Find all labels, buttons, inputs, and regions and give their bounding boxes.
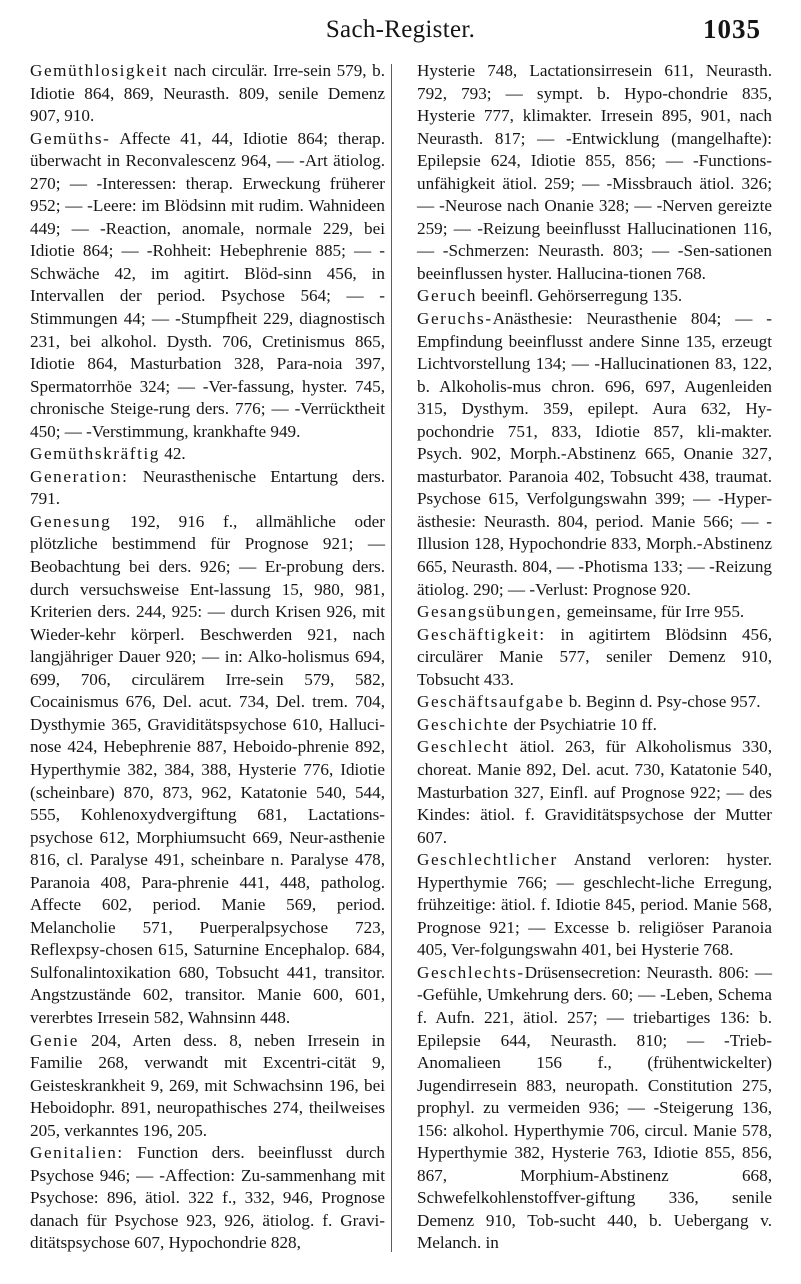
entry-text: Drüsensecretion: Neurasth. 806: — -Gefühle, Umkehrung ders. 60; — -Leben, Schema f. Aufn. 221, ätiol. 257; — triebartiges 136: b. Epilepsie 644, Neurasth. 810; — -Trieb-Anomalieen 156 f., (frühentwickelter) Jugendirresein 883, neuropath. Constitution 275, prophyl. zu vermeiden 936; — -Steigerung 136, 156: alkohol. Hyperthymie 706, circul. Manie 578, Hyperthymie 382, Hysterie 763, Idiotie 855, 856, 867, Morphium-Abstinenz 668, Schwefelkohlenstoffver-giftung 336, senile Demenz 910, Tob-sucht 440, b. Uebergang v. Melanch. in	[417, 962, 772, 1253]
left-column	[30, 60, 385, 1255]
index-entry	[417, 308, 772, 601]
entry-text: Neurasthenische Entartung ders. 791.	[30, 466, 385, 509]
entry-term: Genesung	[30, 511, 112, 531]
index-entry	[417, 691, 772, 714]
entry-term: Geschichte	[417, 714, 510, 734]
index-entry	[417, 601, 772, 624]
entry-term: Geruch	[417, 286, 478, 306]
entry-text: 192, 916 f., allmähliche oder plötzliche bestimmend für Prognose 921; — Beobachtung bei ders. 926; — Er-probung ders. durch versuchsweise Ent-lassung 15, 980, 981, Kriterien ders. 244, 925: — durch Krisen 926, mit Wieder-kehr körperl. Beschwerden 921, nach langjähriger Dauer 920; — in: Alko-holismus 694, 699, 706, circulärem Irre-sein 579, 582, Cocainismus 676, Del. acut. 734, Del. trem. 704, Dysthymie 365, Graviditätspsychose 610, Halluci-nose 424, Hebephrenie 887, Heboido-phrenie 892, Hyperthymie 382, 384, 388, Hysterie 776, Idiotie (scheinbare) 870, 873, 962, Katatonie 540, 544, 555, Kohlenoxydvergiftung 681, Lactations-psychose 612, Morphiumsucht 669, Neur-asthenie 816, cl. Paralyse 491, scheinbare n. Paralyse 478, Paranoia 408, Para-phrenie 441, 448, patholog. Affecte 602, period. Manie 569, period. Melancholie 571, Puerperalpsychose 723, Reflexpsy-chosen 615, Saturnine Encephalop. 684, Sulfonalintoxikation 680, Tobsucht 441, transitor. Angstzustände 602, transitor. Manie 600, 601, vererbtes Irresein 582, Wahnsinn 448.	[30, 511, 385, 1027]
entry-text: beeinfl. Gehörserregung 135.	[477, 286, 683, 306]
index-entry	[417, 736, 772, 849]
page-header-title: Sach-Register.	[325, 16, 476, 43]
index-entry	[417, 624, 772, 692]
entry-term: Gesangsübungen,	[417, 602, 563, 622]
entry-term: Gemüths-	[30, 128, 111, 148]
entry-text: gemeinsame, für Irre 955.	[562, 602, 745, 622]
entry-term: Genie	[30, 1030, 79, 1050]
index-entry	[30, 511, 385, 1030]
index-entry	[417, 714, 772, 737]
entry-term: Gemüthskräftig	[30, 444, 160, 464]
entry-term: Geschäftsaufgabe	[417, 692, 565, 712]
index-entry	[30, 1030, 385, 1143]
index-entry	[30, 443, 385, 466]
entry-text: ätiol. 263, für Alkoholismus 330, choreat. Manie 892, Del. acut. 730, Katatonie 540, Masturbation 327, Einfl. auf Prognose 922; — des Kindes: ätiol. f. Graviditätspsychose der Mutter 607.	[417, 737, 772, 847]
entry-term: Generation:	[30, 466, 129, 486]
entry-term: Gemüthlosigkeit	[30, 61, 169, 80]
index-entry	[30, 1142, 385, 1255]
entry-term: Geschlechtlicher	[417, 850, 558, 870]
index-entry	[30, 466, 385, 511]
entry-text: nach circulär. Irre-sein 579, b. Idiotie 864, 869, Neurasth. 809, senile Demenz 907, 910.	[30, 61, 385, 126]
entry-text: Function ders. beeinflusst durch Psychose 946; — -Affection: Zu-sammenhang mit Psychose: 896, ätiol. 322 f., 332, 946, Prognose danach für Psychose 923, 926, ätiolog. f. Gravi-ditätspsychose 607, Hypochondrie 828,	[30, 1143, 385, 1253]
entry-text: 42.	[159, 444, 186, 464]
index-entry	[417, 60, 772, 285]
entry-text: b. Beginn d. Psy-chose 957.	[564, 692, 761, 712]
index-entry	[417, 285, 772, 308]
index-entry	[30, 60, 385, 128]
entry-text: Anästhesie: Neurasthenie 804; — -Empfindung beeinflusst andere Sinne 135, erzeugt Lichtvorstellung 134; — -Hallucinationen 83, 122, b. Alkoholis-mus chron. 696, 697, Augenleiden 315, Dysthym. 359, epilept. Aura 632, Hy-pochondrie 751, 833, Idiotie 857, kli-makter. Psych. 902, Morph.-Abstinenz 665, Onanie 327, masturbator. Paranoia 402, Tobsucht 438, traumat. Psychose 615, Verfolgungswahn 399; — -Hyper-ästhesie: Neurasth. 804, period. Manie 566; — -Illusion 128, Hypochondrie 833, Morph.-Abstinenz 665, Neurasth. 804, — -Photisma 133; — -Reizung ätiolog. 290; — -Verlust: Prognose 920.	[417, 309, 772, 599]
column-divider	[391, 64, 392, 1252]
entry-term: Geruchs-	[417, 309, 493, 329]
index-entry	[417, 962, 772, 1255]
entry-term: Geschlechts-	[417, 962, 525, 982]
entry-text: in agitirtem Blödsinn 456, circulärer Manie 577, seniler Demenz 910, Tobsucht 433.	[417, 624, 772, 689]
page-number: 1035	[703, 14, 761, 44]
entry-term: Genitalien:	[30, 1143, 124, 1163]
entry-text: Anstand verloren: hyster. Hyperthymie 766; — geschlecht-liche Erregung, frühzeitige: ätiol. f. Idiotie 845, period. Manie 568, Prognose 921; — Excesse b. religiöser Paranoia 405, Ver-folgungswahn 401, bei Hysterie 768.	[417, 850, 772, 960]
entry-text: 204, Arten dess. 8, neben Irresein in Familie 268, verwandt mit Excentri-cität 9, Geisteskrankheit 9, 269, mit Schwachsinn 196, bei Heboidophr. 891, neuropathisches 274, theilweises 205, verkanntes 196, 205.	[30, 1030, 385, 1140]
index-entry	[30, 128, 385, 444]
right-column	[417, 60, 772, 1255]
index-entry	[417, 849, 772, 962]
running-head	[40, 8, 761, 48]
entry-text: der Psychiatrie 10 ff.	[509, 714, 657, 734]
entry-term: Geschlecht	[417, 737, 510, 757]
entry-term: Geschäftigkeit:	[417, 624, 546, 644]
entry-text: Affecte 41, 44, Idiotie 864; therap. überwacht in Reconvalescenz 964, — -Art ätiolog. 270; — -Interessen: therap. Erweckung früherer 952; — -Leere: im Blödsinn mit rudim. Wahnideen 449; — -Reaction, anomale, normale 229, bei Idiotie 864; — -Rohheit: Hebephrenie 885; — -Schwäche 42, im agitirt. Blöd-sinn 456, in Intervallen der period. Psychose 564; — -Stimmungen 44; — -Stumpfheit 229, diagnostisch 231, bei alkohol. Dysth. 706, Cretinismus 865, Idiotie 864, Masturbation 328, Para-noia 397, Spermatorrhöe 324; — -Ver-fassung, hyster. 745, chronische Steige-rung ders. 776; — -Verrücktheit 450; — -Verstimmung, krankhafte 949.	[30, 128, 385, 441]
entry-text: Hysterie 748, Lactationsirresein 611, Neurasth. 792, 793; — sympt. b. Hypo-chondrie 835, Hysterie 777, klimakter. Irresein 895, 901, nach Neurasth. 817; — -Entwicklung (mangelhafte): Epilepsie 624, Idiotie 855, 856; — -Functions-unfähigkeit ätiol. 259; — -Missbrauch ätiol. 326; — -Neurose nach Onanie 328; — -Nerven gereizte 259; — -Reizung beeinflusst Hallucinationen 116, — -Schmerzen: Neurasth. 803; — -Sen-sationen beeinflussen hyster. Hallucina-tionen 768.	[417, 61, 772, 283]
